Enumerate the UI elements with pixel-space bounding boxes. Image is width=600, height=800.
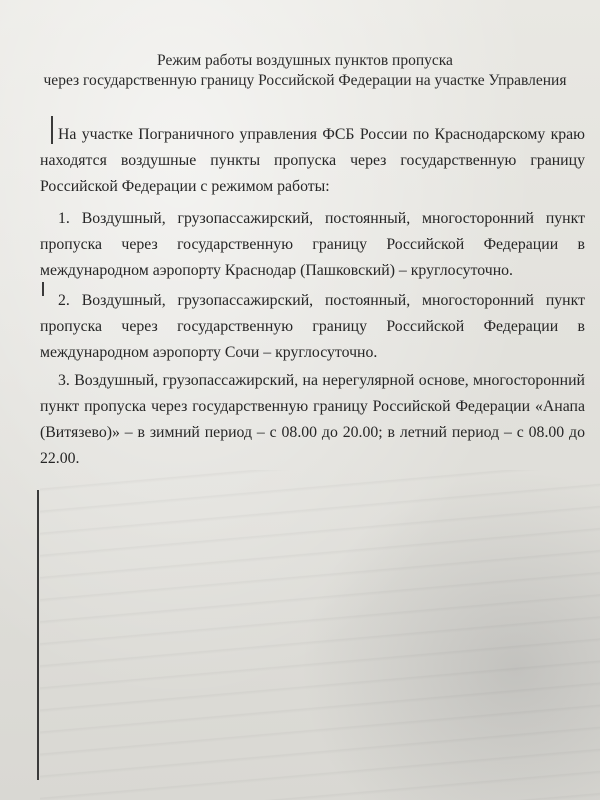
margin-pen-mark bbox=[37, 490, 39, 780]
show-through-text bbox=[40, 470, 600, 800]
list-item-2-text: 2. Воздушный, грузопассажирский, постоянный, многосторонний пункт пропуска через государственную границу Российской Федерации в международном аэропорту Сочи – круглосуточно. bbox=[40, 292, 585, 361]
intro-paragraph bbox=[40, 122, 585, 200]
margin-pen-mark bbox=[51, 116, 53, 144]
list-item-3-text: 3. Воздушный, грузопассажирский, на нерегулярной основе, многосторонний пункт пропуска через государственную границу Российской Федерации «Анапа (Витязево)» – в зимний период – с 08.00 до 20.00; в летний период – с 08.00 до 22.00. bbox=[40, 372, 585, 467]
intro-text: На участке Пограничного управления ФСБ России по Краснодарскому краю находятся воздушные пункты пропуска через государственную границу Российской Федерации с режимом работы: bbox=[40, 126, 585, 195]
list-item-1-text: 1. Воздушный, грузопассажирский, постоянный, многосторонний пункт пропуска через государственную границу Российской Федерации в международном аэропорту Краснодар (Пашковский) – круглосуточно. bbox=[40, 210, 585, 279]
margin-pen-mark bbox=[42, 282, 44, 296]
document-title-line-1: Режим работы воздушных пунктов пропуска bbox=[157, 52, 453, 69]
photo-shadow bbox=[300, 470, 600, 800]
list-item-1 bbox=[40, 206, 585, 284]
document-title-line-2: через государственную границу Российской Федерации на участке Управления bbox=[43, 72, 567, 89]
list-item-2 bbox=[40, 288, 585, 366]
list-item-3 bbox=[40, 368, 585, 472]
